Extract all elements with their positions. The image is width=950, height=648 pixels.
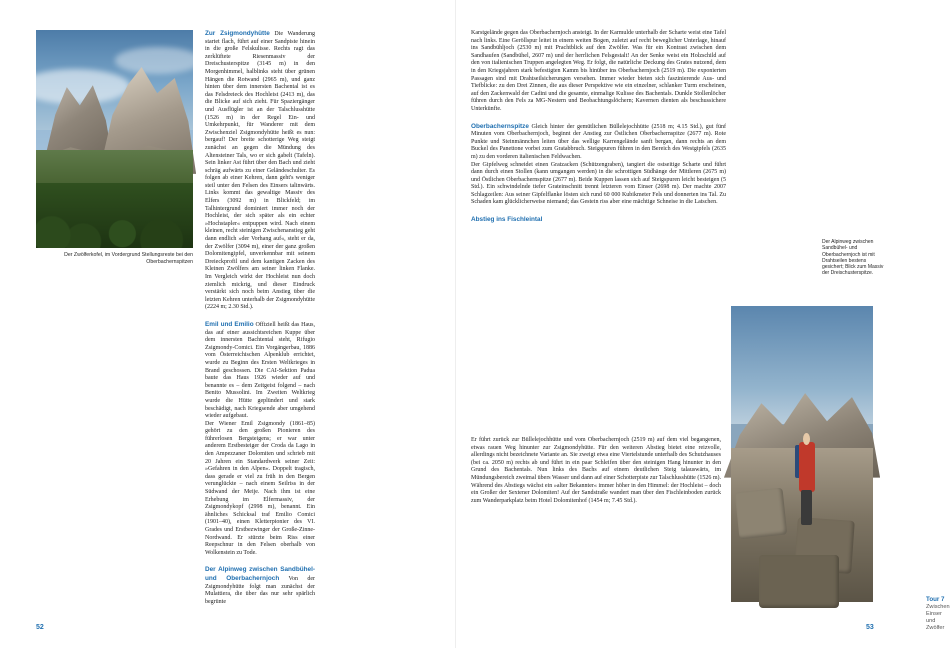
section-heading-oberbachernspitze: Oberbachernspitze xyxy=(471,122,529,130)
body-text: Karstgelände gegen das Oberbachernjoch ansteigt. In der Karmulde unterhalb der Scharte weist eine Tafel nach links. Eine Geröllspur leitet in einem weiten Bogen, zuletzt auf recht beweglicher Unterlage, hinauf ins Sandbühljoch (2530 m) mit Prachtblick auf den Zwölfer. Was für ein Kontrast zwischen dem Sandhaufen (Sandbühel, 2607 m) und der herrlichen Felsgestalt! An der Senke weist ein Holzschild auf den von italienischen Truppen angelegten Weg. Er folgt, die natürliche Deckung des Grates nutzend, dem in den Kriegsjahren stark befestigten Kamm bis hinüber ins Oberbachernjoch (2519 m). Die exponierten Passagen sind mit Drahtseilsicherungen versehen. Immer wieder bieten sich faszinierende Aus- und Tiefblicke: zu den Drei Zinnen, die aus dieser Perspektive wie ein einzelner, schlanker Turm erscheinen, auf den Zackenwald der Cadini und die gesamte, einmalige Kulisse des Bachentals. Dunkle Stollenlöcher führen durch den Fels za MG-Nestern und Beobachtungslöchern; Kavernen dienten als beschussichere Unterkünfte. xyxy=(471,30,726,112)
footer-tour-label xyxy=(926,596,950,631)
body-text-continuation xyxy=(325,30,327,36)
photo-zwoelferkofel xyxy=(36,30,193,248)
body-text: Von der Zsigmondyhütte folgt man zunächst der Mulattiera, die über das nur sehr spärlich begrünte xyxy=(205,575,315,605)
paragraph xyxy=(471,30,726,114)
photo-caption-left: Der Zwölferkofel, im Vordergrund Stellungsreste bei den Oberbachernspitzen xyxy=(64,252,193,265)
page-number-left: 52 xyxy=(36,624,44,631)
body-text: Gleich hinter der gemütlichen Büllelejochhütte (2518 m; 4.15 Std.), gut fünf Minuten vom Oberbachernjoch, beginnt der Anstieg zur Östlichen Oberbachernspitze (2677 m). Rote Punkte und Steinmännchen leiten über das wellige Karrengelände sanft bergan, dann rechts an dem Buckel des Panettone vorbei zum Gratabbruch. Steigspuren führen in den Bereich des Westgipfels (2635 m) zu den vorderen italienischen Feldwachen. xyxy=(471,123,726,160)
cloud-shape xyxy=(115,47,201,73)
section-heading-zsigmondyhuette: Zur Zsigmondyhütte xyxy=(205,30,270,37)
tour-number: Tour 7 xyxy=(926,596,945,603)
left-page xyxy=(0,0,455,648)
tree-line xyxy=(36,183,193,248)
photo-caption-right: Der Alpinweg zwischen Sandbühel- und Oberbachernjoch ist mit Drahtseilen bestens gesichert; Blick zum Massiv der Dreischusterspitze. xyxy=(822,239,884,277)
left-column-one xyxy=(205,30,315,605)
left-column-two xyxy=(325,30,421,605)
paragraph xyxy=(205,421,315,558)
paragraph xyxy=(471,437,721,505)
paragraph xyxy=(205,566,315,606)
tour-subtitle: Zwischen Einser und Zwölfer xyxy=(926,604,950,631)
section-heading-emil-und-emilio: Emil und Emilio xyxy=(205,320,254,328)
hiker-legs xyxy=(801,490,812,526)
section-heading-abstieg-fischleintal: Abstieg ins Fischleintal xyxy=(471,216,543,224)
photo-alpinweg xyxy=(731,306,873,602)
section-heading-alpinweg: Der Alpinweg zwischen Sandbühel- und Oberbachernjoch xyxy=(205,566,315,582)
paragraph xyxy=(471,216,726,225)
boulder xyxy=(734,487,787,539)
paragraph xyxy=(205,30,315,312)
body-text: Er führt zurück zur Büllelejochhütte und vom Oberbachernjoch (2519 m) auf dem viel begangenen, etwas rauen Weg hinunter zur Zsigmondyhütte. Für den weiteren Abstieg bietet eine reizvolle, allerdings nicht bezeichnete Variante an. Sie zweigt etwa eine Viertelstunde unterhalb des Schutzhauses (bei ca. 2050 m) rechts ab und führt in ein paar Schleifen über den steinigen Hang hinunter in den Grund des Bachentals. Nun links des Bachs auf einem deutlichen Steig talauswärts, im Mündungsbereich zweimal übers Wasser und dann auf einer Schotterpiste zur Talschlusshütte (1526 m). Während des Abstiegs wächst ein »alter Bekannter« immer höher in den Himmel: der Hochleist – doch ein Großer der Sextener Dolomiten! Auf der Sandstraße wandert man über den Fischleinboden zurück zum Wanderparkplatz beim Hotel Dolomitenhof (1454 m; 7.45 Std.). xyxy=(471,437,721,504)
body-text: Der Wiener Emil Zsigmondy (1861–85) gehört zu den großen Pionieren des führerlosen Bergsteigens; er war unter anderem Erstbesteiger der Croda da Lago in den Ampezzaner Dolomiten und schrieb mit 20 Jahren ein Standardwerk seiner Zeit: »Gefahren in den Alpen«. Doppelt tragisch, dass gerade er viel zu früh in den Bergen verunglückte – nach einem Seilriss in der Südwand der Meije. Nach ihm ist eine Erhebung im Elfermassiv, der Zsigmondykopf (2998 m), benannt. Ein ähnliches Schicksal traf Emilio Comici (1901–40), einen Kletterpionier des VI. Grades und Erstbezwinger der Große-Zinne-Nordwand. Er stürzte beim Riss einer Reepschnur in den Felsen oberhalb von Wolkenstein zu Tode. xyxy=(205,420,315,556)
paragraph xyxy=(471,162,726,208)
paragraph xyxy=(205,321,315,421)
paragraph xyxy=(471,123,726,162)
page-number-right: 53 xyxy=(866,624,874,631)
right-column-continuation xyxy=(471,437,721,607)
body-text: Die Wanderung startet flach, führt auf einer Sandpiste hinein in die große Felskulisse. Rechts ragt das zerklüftete Riesenmassiv der Dreischusterspitze (3145 m) in den Morgenhimmel, halblinks steht über grünen Hängen die Rotwand (2965 m), und ganz hinten über dem innersten Bachental ist es das Felsdreieck des Hochleist (2413 m), das die Blicke auf sich zieht. Für Spaziergänger und Ausflügler ist an der Talschlusshütte (1526 m) in der Regel Ein- und Umkehrpunkt, für Wanderer mit dem Zwischenziel Zsigmondyhütte heißt es nun: bergauf! Der breite schotterige Weg steigt zunächst an gegen die Mündung des Altensteiner Tals, wo er sich gabelt (Tafeln). Sein linker Ast führt über den Bach und zieht schräg aufwärts zu einer Geländeschulter. Es folgen ab einer Kehren, dann geht's weniger steil unter den Felsen des Einsers talinwärts. Links kommt das gewaltige Massiv des Elfers (3092 m) in Blickfeld; im Talhintergrund dominiert immer noch der Hochleist, der sich später als ein echter »Hochstapler« entpuppen wird. Nach einem kleinen, recht steinigen Zwischenanstieg geht dann endlich »der Vorhang auf«, steht er da, der Zwölfer (3094 m), einer der ganz großen Dolomitengipfel, unverkennbar mit seinem Dreieckprofil und dem kantigen Zacken des Kleinen Zwölfers am seiner linken Flanke. Im Vergleich wirkt der Hochleist nun doch ziemlich mickrig, und dieser Eindruck verstärkt sich noch beim Anstieg über die letzten Kehren unterhalb der Zsigmondyhütte (2224 m; 2.30 Std.). xyxy=(205,31,316,311)
boulder xyxy=(759,555,839,608)
paragraph xyxy=(325,30,421,38)
body-text: Offiziell heißt das Haus, das auf einer aussichtsreichen Kuppe über dem innersten Bachtental steht, Rifugio Zsigmondy-Comici. Ein Vorgängerbau, 1886 vom Österreichischen Alpenklub errichtet, wurde zu Beginn des Ersten Weltkrieges in Brand geschossen. Die CAI-Sektion Padua baute das Haus 1926 wieder auf und benannte es – dem Zeitgeist folgend – nach Benito Mussolini. Im Zweiten Weltkrieg wurde die Hütte geplündert und stark beschädigt, nach Kriegsende aber umgehend wieder aufgebaut. xyxy=(205,321,316,420)
hiker-torso xyxy=(799,442,815,492)
hiker-head xyxy=(803,433,810,445)
cloud-shape xyxy=(20,69,130,104)
body-text: Der Gipfelweg schneidet einen Gratzacken (Schützengraben), tangiert die ostseitige Scharte und führt dann durch einen Stollen (kann umgangen werden) in die schrottigen Südhänge der Mittleren (2675 m) und Östlichen Oberbachernspitze (2677 m). Beide Kuppen lassen sich auf Steigspuren leicht besteigen (5 Std.). Ein schwindelnde tiefer Grateinschnitt trennt letzteren vom Einser (2698 m). Der machte 2007 Schlagzeilen: Aus seiner Gipfelflanke lösten sich rund 60 000 Kubikmeter Fels und donnerten ins Tal. Zu Schaden kam glücklicherweise niemand; das Gestein riss aber eine mächtige Schneise in die Latschen. xyxy=(471,161,726,206)
